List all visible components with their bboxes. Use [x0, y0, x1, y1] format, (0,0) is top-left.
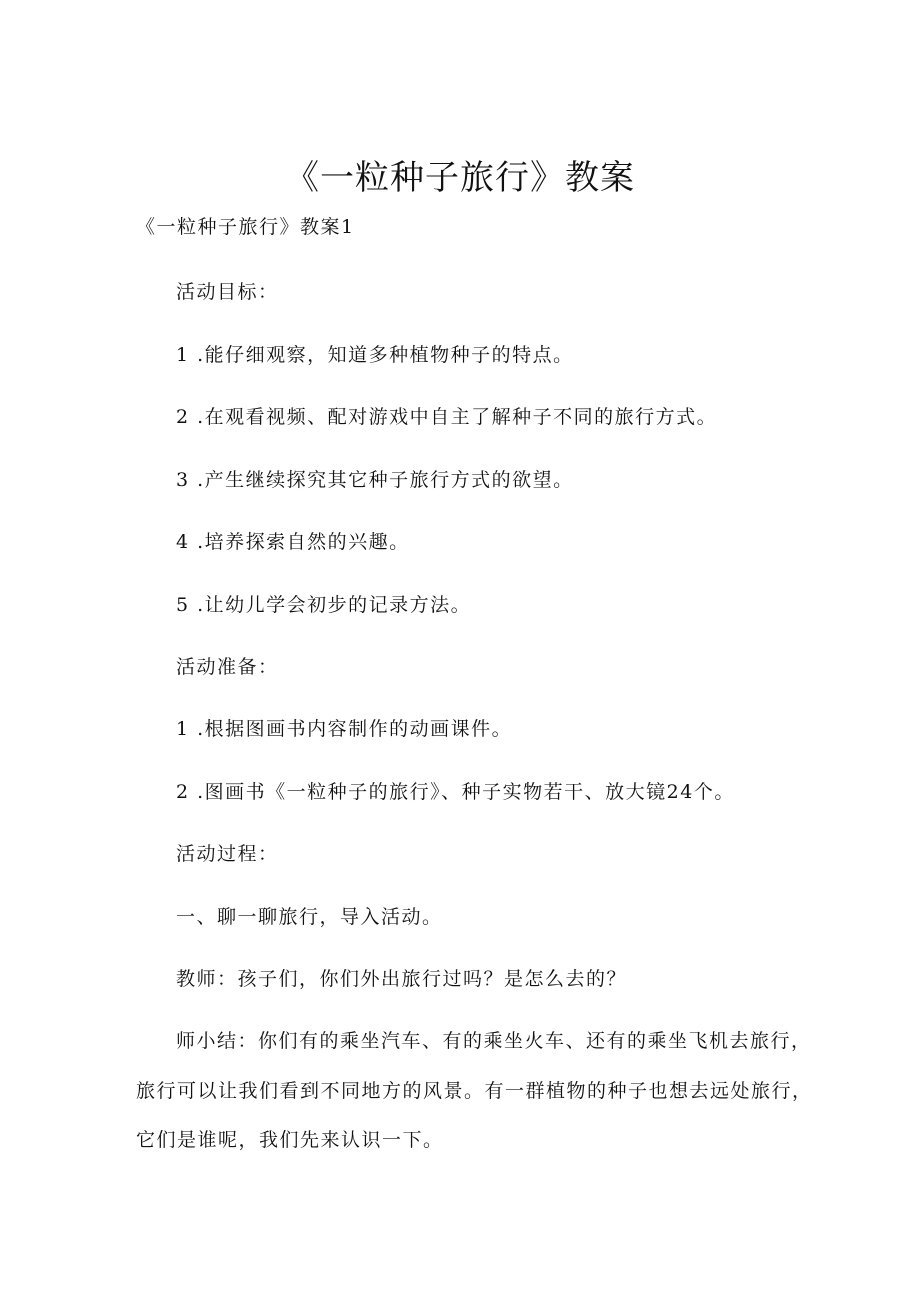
section-subtitle: 《一粒种子旅行》教案1 — [136, 216, 355, 238]
teacher-summary-line-3: 它们是谁呢，我们先来认识一下。 — [136, 1129, 444, 1151]
page-title: 《一粒种子旅行》教案 — [285, 158, 635, 198]
goal-item-5: 5 .让幼儿学会初步的记录方法。 — [176, 594, 472, 616]
preparation-item-2: 2 .图画书《一粒种子的旅行》、种子实物若干、放大镜24个。 — [176, 781, 735, 803]
goal-item-3: 3 .产生继续探究其它种子旅行方式的欲望。 — [176, 469, 574, 491]
heading-activity-goals: 活动目标： — [176, 281, 279, 303]
preparation-item-1: 1 .根据图画书内容制作的动画课件。 — [176, 718, 513, 740]
goal-item-4: 4 .培养探索自然的兴趣。 — [176, 531, 410, 553]
teacher-question: 教师：孩子们，你们外出旅行过吗？是怎么去的？ — [176, 968, 628, 990]
teacher-summary-line-1: 师小结：你们有的乘坐汽车、有的乘坐火车、还有的乘坐飞机去旅行， — [176, 1030, 812, 1052]
goal-item-1: 1 .能仔细观察，知道多种植物种子的特点。 — [176, 344, 574, 366]
heading-activity-preparation: 活动准备： — [176, 656, 279, 678]
teacher-summary-line-2: 旅行可以让我们看到不同地方的风景。有一群植物的种子也想去远处旅行， — [136, 1080, 813, 1102]
heading-activity-process: 活动过程： — [176, 843, 279, 865]
process-step-1: 一、聊一聊旅行，导入活动。 — [176, 906, 443, 928]
goal-item-2: 2 .在观看视频、配对游戏中自主了解种子不同的旅行方式。 — [176, 406, 718, 428]
